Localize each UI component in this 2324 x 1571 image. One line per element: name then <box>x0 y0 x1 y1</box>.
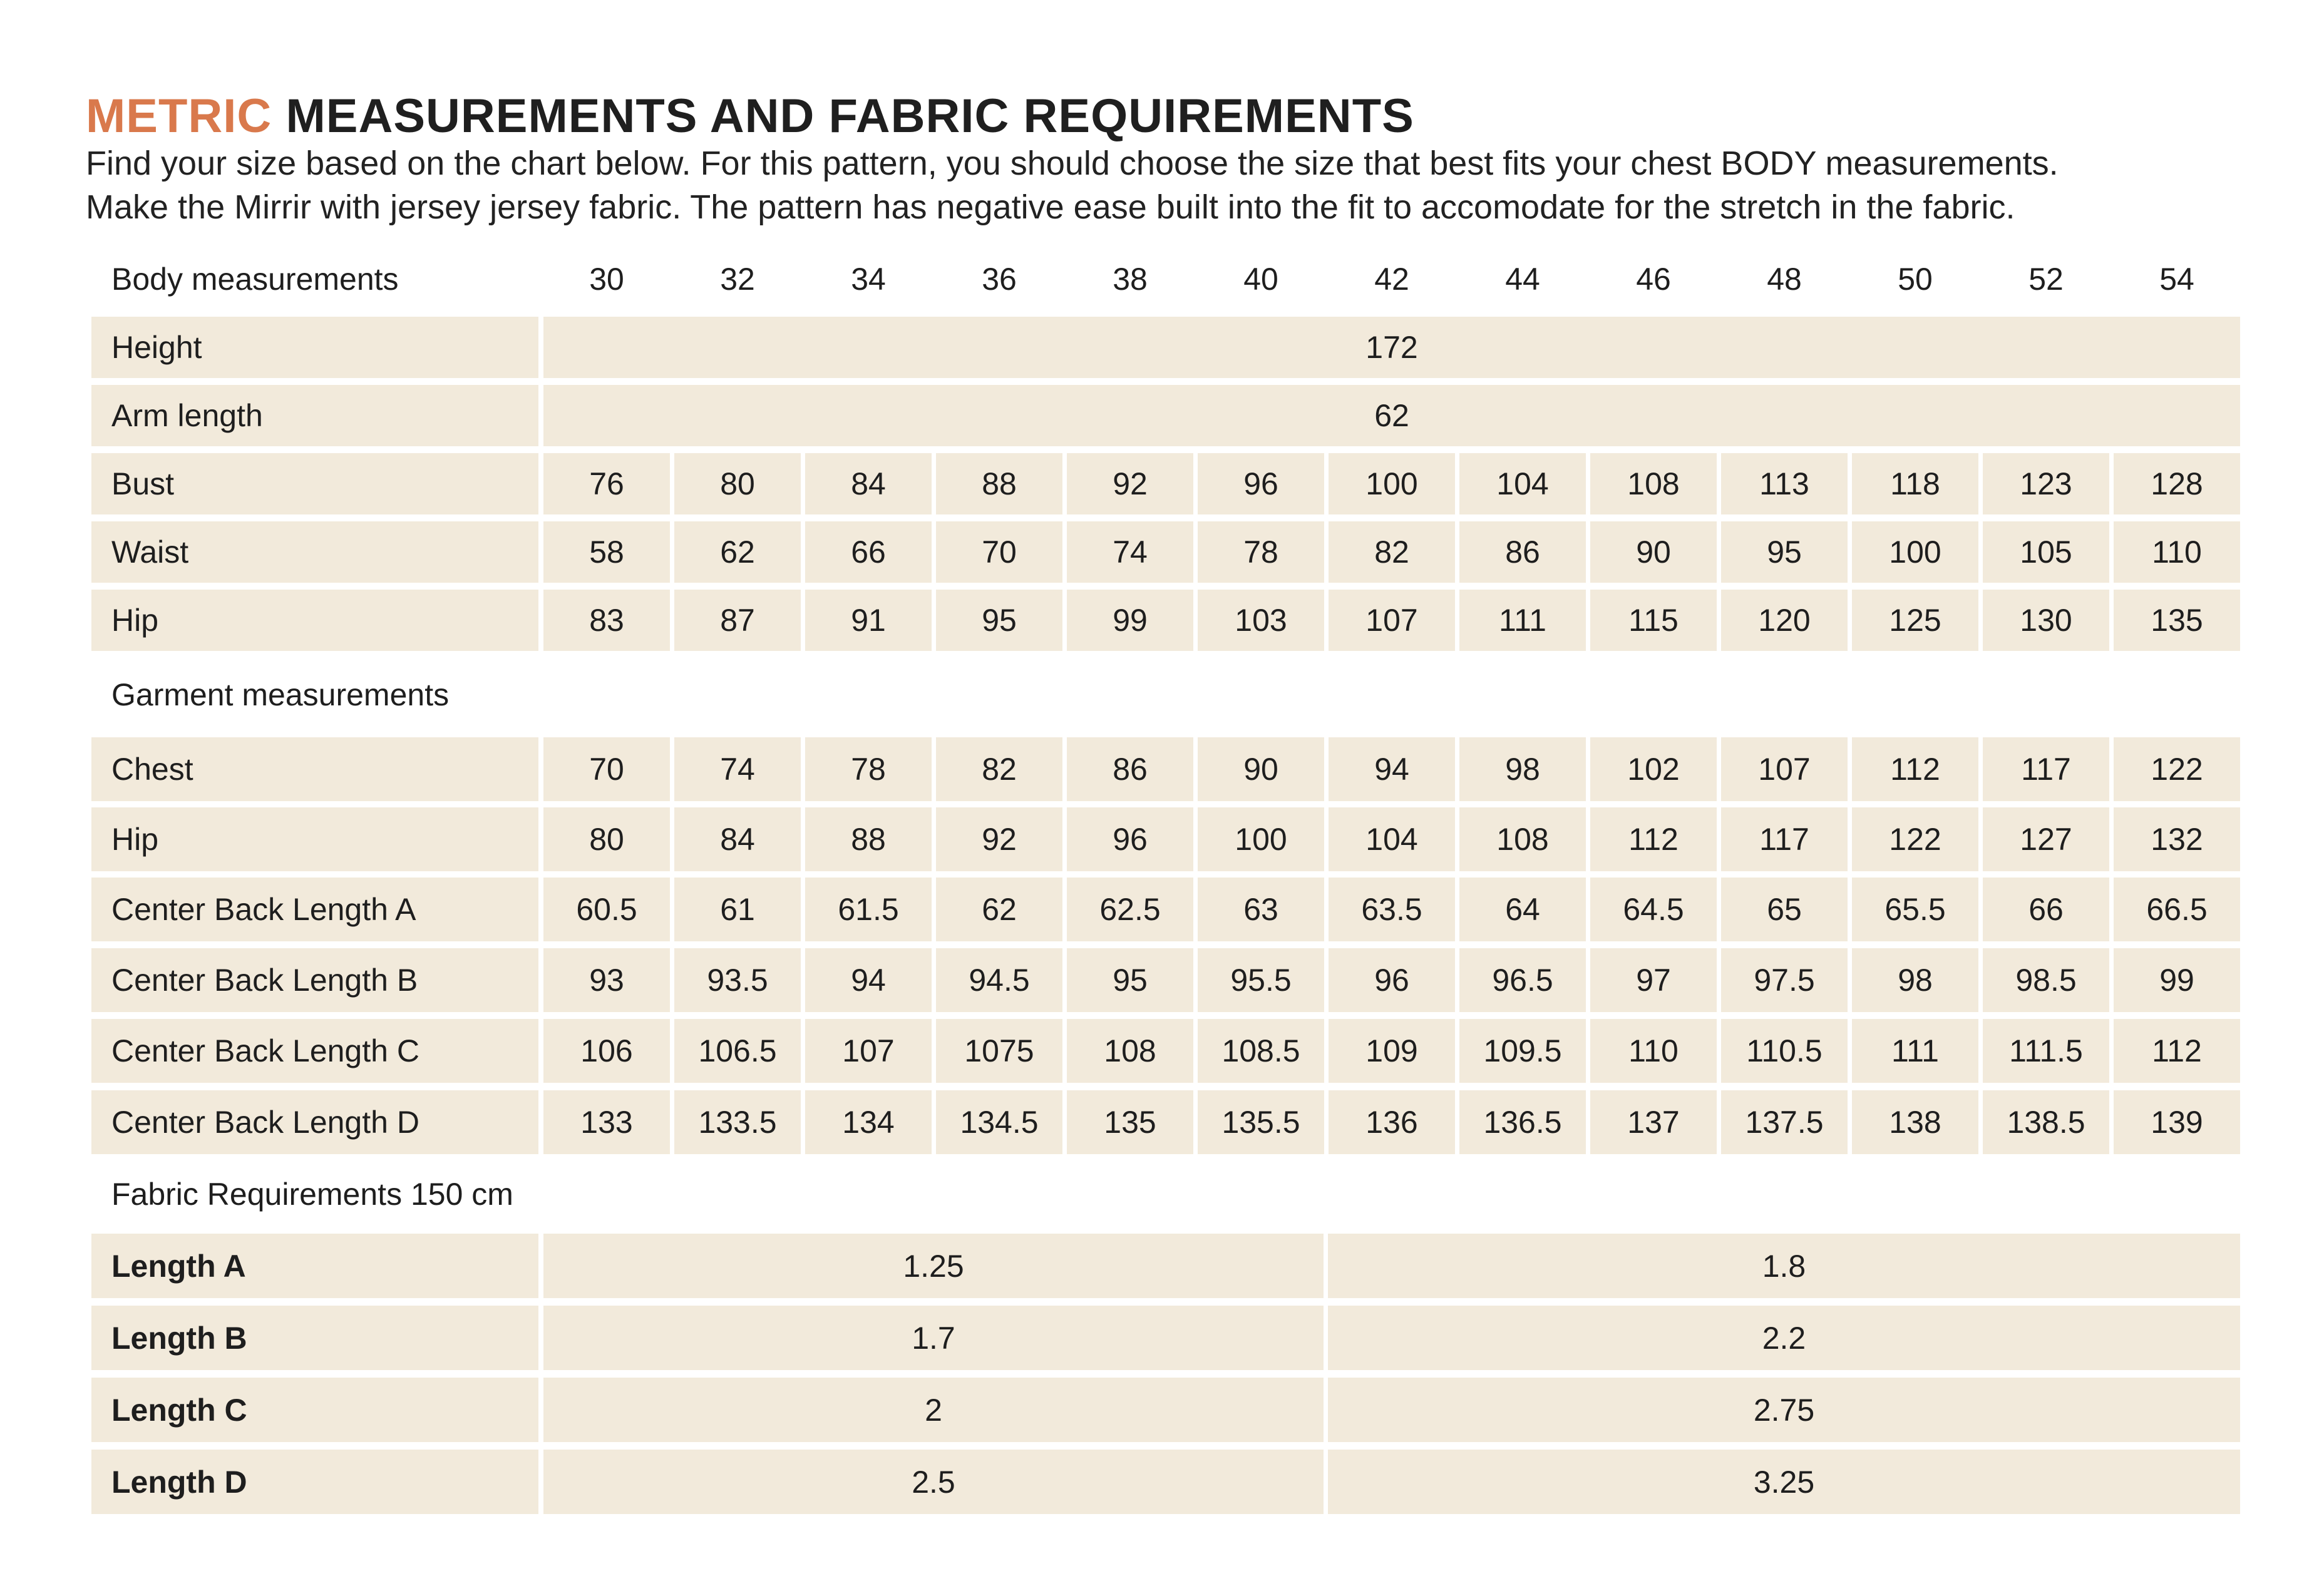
table-cell: 90 <box>1590 521 1717 583</box>
table-cell: 94 <box>1329 737 1455 801</box>
table-cell: 100 <box>1198 807 1324 871</box>
table-cell: 94 <box>805 948 932 1012</box>
row-label: Hip <box>91 807 538 871</box>
table-cell: 74 <box>674 737 801 801</box>
row-label: Chest <box>91 737 538 801</box>
row-label: Length C <box>91 1378 538 1442</box>
row-label: Waist <box>91 521 538 583</box>
table-cell: 87 <box>674 590 801 651</box>
size-header: 50 <box>1898 262 1933 297</box>
fabric-requirements-header: Fabric Requirements 150 cm <box>111 1177 513 1212</box>
table-cell: 109 <box>1329 1019 1455 1083</box>
table-cell: 76 <box>543 453 670 514</box>
height-value: 172 <box>543 317 2240 378</box>
row-label: Center Back Length C <box>91 1019 538 1083</box>
table-cell: 80 <box>543 807 670 871</box>
table-cell: 99 <box>1067 590 1193 651</box>
table-cell: 138.5 <box>1983 1090 2109 1154</box>
row-label: Length D <box>91 1450 538 1514</box>
table-cell: 1075 <box>936 1019 1062 1083</box>
table-cell: 123 <box>1983 453 2109 514</box>
row-label: Length A <box>91 1234 538 1298</box>
table-cell: 138 <box>1852 1090 1978 1154</box>
table-cell: 97.5 <box>1721 948 1848 1012</box>
table-cell: 136.5 <box>1459 1090 1586 1154</box>
table-cell: 112 <box>2114 1019 2240 1083</box>
table-cell: 128 <box>2114 453 2240 514</box>
table-cell: 70 <box>543 737 670 801</box>
table-cell: 86 <box>1459 521 1586 583</box>
table-cell: 118 <box>1852 453 1978 514</box>
row-label: Bust <box>91 453 538 514</box>
table-cell: 105 <box>1983 521 2109 583</box>
table-cell: 106.5 <box>674 1019 801 1083</box>
table-cell: 135 <box>1067 1090 1193 1154</box>
table-cell: 74 <box>1067 521 1193 583</box>
row-label: Center Back Length A <box>91 878 538 941</box>
size-header: 48 <box>1767 262 1802 297</box>
table-cell: 93.5 <box>674 948 801 1012</box>
table-cell: 66 <box>1983 878 2109 941</box>
table-cell: 108 <box>1067 1019 1193 1083</box>
table-cell: 107 <box>1721 737 1848 801</box>
table-cell: 96.5 <box>1459 948 1586 1012</box>
table-cell: 95 <box>1721 521 1848 583</box>
row-label: Center Back Length D <box>91 1090 538 1154</box>
size-header: 42 <box>1374 262 1409 297</box>
table-cell: 62 <box>674 521 801 583</box>
table-cell: 100 <box>1329 453 1455 514</box>
table-cell: 98 <box>1852 948 1978 1012</box>
row-label-height: Height <box>91 317 538 378</box>
size-header: 40 <box>1243 262 1278 297</box>
fabric-value-large: 1.8 <box>1328 1234 2240 1298</box>
table-cell: 96 <box>1329 948 1455 1012</box>
table-cell: 127 <box>1983 807 2109 871</box>
table-cell: 65 <box>1721 878 1848 941</box>
table-cell: 104 <box>1329 807 1455 871</box>
table-cell: 112 <box>1590 807 1717 871</box>
table-cell: 111.5 <box>1983 1019 2109 1083</box>
table-cell: 108.5 <box>1198 1019 1324 1083</box>
body-measurements-header: Body measurements <box>111 262 399 297</box>
table-cell: 112 <box>1852 737 1978 801</box>
table-cell: 99 <box>2114 948 2240 1012</box>
size-header: 32 <box>720 262 755 297</box>
title-accent: METRIC <box>86 90 272 143</box>
table-cell: 98 <box>1459 737 1586 801</box>
table-cell: 66 <box>805 521 932 583</box>
table-cell: 84 <box>805 453 932 514</box>
table-cell: 102 <box>1590 737 1717 801</box>
table-cell: 107 <box>805 1019 932 1083</box>
size-header: 44 <box>1505 262 1540 297</box>
table-cell: 86 <box>1067 737 1193 801</box>
table-cell: 103 <box>1198 590 1324 651</box>
fabric-value-small: 2 <box>543 1378 1324 1442</box>
table-cell: 93 <box>543 948 670 1012</box>
table-cell: 90 <box>1198 737 1324 801</box>
table-cell: 97 <box>1590 948 1717 1012</box>
table-cell: 62.5 <box>1067 878 1193 941</box>
size-header: 54 <box>2159 262 2194 297</box>
table-cell: 122 <box>1852 807 1978 871</box>
table-cell: 78 <box>805 737 932 801</box>
table-cell: 122 <box>2114 737 2240 801</box>
table-cell: 66.5 <box>2114 878 2240 941</box>
row-label-arm-length: Arm length <box>91 385 538 446</box>
table-cell: 95 <box>936 590 1062 651</box>
table-cell: 80 <box>674 453 801 514</box>
table-cell: 98.5 <box>1983 948 2109 1012</box>
size-header: 34 <box>851 262 886 297</box>
table-cell: 111 <box>1852 1019 1978 1083</box>
table-cell: 139 <box>2114 1090 2240 1154</box>
fabric-value-small: 2.5 <box>543 1450 1324 1514</box>
row-label: Hip <box>91 590 538 651</box>
table-cell: 61 <box>674 878 801 941</box>
table-cell: 117 <box>1983 737 2109 801</box>
table-cell: 107 <box>1329 590 1455 651</box>
table-cell: 82 <box>1329 521 1455 583</box>
table-cell: 136 <box>1329 1090 1455 1154</box>
table-cell: 104 <box>1459 453 1586 514</box>
fabric-value-large: 2.2 <box>1328 1306 2240 1370</box>
table-cell: 58 <box>543 521 670 583</box>
table-cell: 111 <box>1459 590 1586 651</box>
table-cell: 113 <box>1721 453 1848 514</box>
table-cell: 63 <box>1198 878 1324 941</box>
table-cell: 62 <box>936 878 1062 941</box>
table-cell: 84 <box>674 807 801 871</box>
table-cell: 135.5 <box>1198 1090 1324 1154</box>
table-cell: 83 <box>543 590 670 651</box>
arm-length-value: 62 <box>543 385 2240 446</box>
row-label: Length B <box>91 1306 538 1370</box>
size-header: 52 <box>2028 262 2064 297</box>
table-cell: 92 <box>1067 453 1193 514</box>
table-cell: 64 <box>1459 878 1586 941</box>
size-header: 38 <box>1113 262 1148 297</box>
table-cell: 134.5 <box>936 1090 1062 1154</box>
page-title <box>86 89 1414 143</box>
intro-line-1: Find your size based on the chart below. For this pattern, you should choose the size that best fits your chest BODY measurements. <box>86 145 2059 182</box>
fabric-value-small: 1.25 <box>543 1234 1324 1298</box>
table-cell: 78 <box>1198 521 1324 583</box>
table-cell: 82 <box>936 737 1062 801</box>
table-cell: 96 <box>1198 453 1324 514</box>
intro-text <box>86 141 2059 229</box>
table-cell: 70 <box>936 521 1062 583</box>
table-cell: 132 <box>2114 807 2240 871</box>
table-cell: 130 <box>1983 590 2109 651</box>
fabric-value-large: 2.75 <box>1328 1378 2240 1442</box>
row-label: Center Back Length B <box>91 948 538 1012</box>
size-header: 46 <box>1636 262 1671 297</box>
table-cell: 117 <box>1721 807 1848 871</box>
table-cell: 92 <box>936 807 1062 871</box>
table-cell: 110.5 <box>1721 1019 1848 1083</box>
table-cell: 61.5 <box>805 878 932 941</box>
garment-measurements-header: Garment measurements <box>111 677 450 712</box>
table-cell: 133.5 <box>674 1090 801 1154</box>
table-cell: 110 <box>2114 521 2240 583</box>
table-cell: 106 <box>543 1019 670 1083</box>
table-cell: 91 <box>805 590 932 651</box>
table-cell: 64.5 <box>1590 878 1717 941</box>
table-cell: 60.5 <box>543 878 670 941</box>
table-cell: 96 <box>1067 807 1193 871</box>
table-cell: 95 <box>1067 948 1193 1012</box>
table-cell: 110 <box>1590 1019 1717 1083</box>
table-cell: 108 <box>1459 807 1586 871</box>
fabric-value-small: 1.7 <box>543 1306 1324 1370</box>
table-cell: 137.5 <box>1721 1090 1848 1154</box>
table-cell: 115 <box>1590 590 1717 651</box>
intro-line-2: Make the Mirrir with jersey jersey fabric. The pattern has negative ease built into the fit to accomodate for the stretch in the fabric. <box>86 188 2015 226</box>
table-cell: 109.5 <box>1459 1019 1586 1083</box>
table-cell: 94.5 <box>936 948 1062 1012</box>
table-cell: 133 <box>543 1090 670 1154</box>
table-cell: 95.5 <box>1198 948 1324 1012</box>
title-rest: MEASUREMENTS AND FABRIC REQUIREMENTS <box>285 90 1414 143</box>
table-cell: 135 <box>2114 590 2240 651</box>
size-header: 36 <box>982 262 1017 297</box>
table-cell: 134 <box>805 1090 932 1154</box>
table-cell: 125 <box>1852 590 1978 651</box>
table-cell: 137 <box>1590 1090 1717 1154</box>
table-cell: 100 <box>1852 521 1978 583</box>
table-cell: 88 <box>936 453 1062 514</box>
size-header: 30 <box>589 262 624 297</box>
fabric-value-large: 3.25 <box>1328 1450 2240 1514</box>
table-cell: 88 <box>805 807 932 871</box>
table-cell: 120 <box>1721 590 1848 651</box>
table-cell: 65.5 <box>1852 878 1978 941</box>
table-cell: 63.5 <box>1329 878 1455 941</box>
table-cell: 108 <box>1590 453 1717 514</box>
